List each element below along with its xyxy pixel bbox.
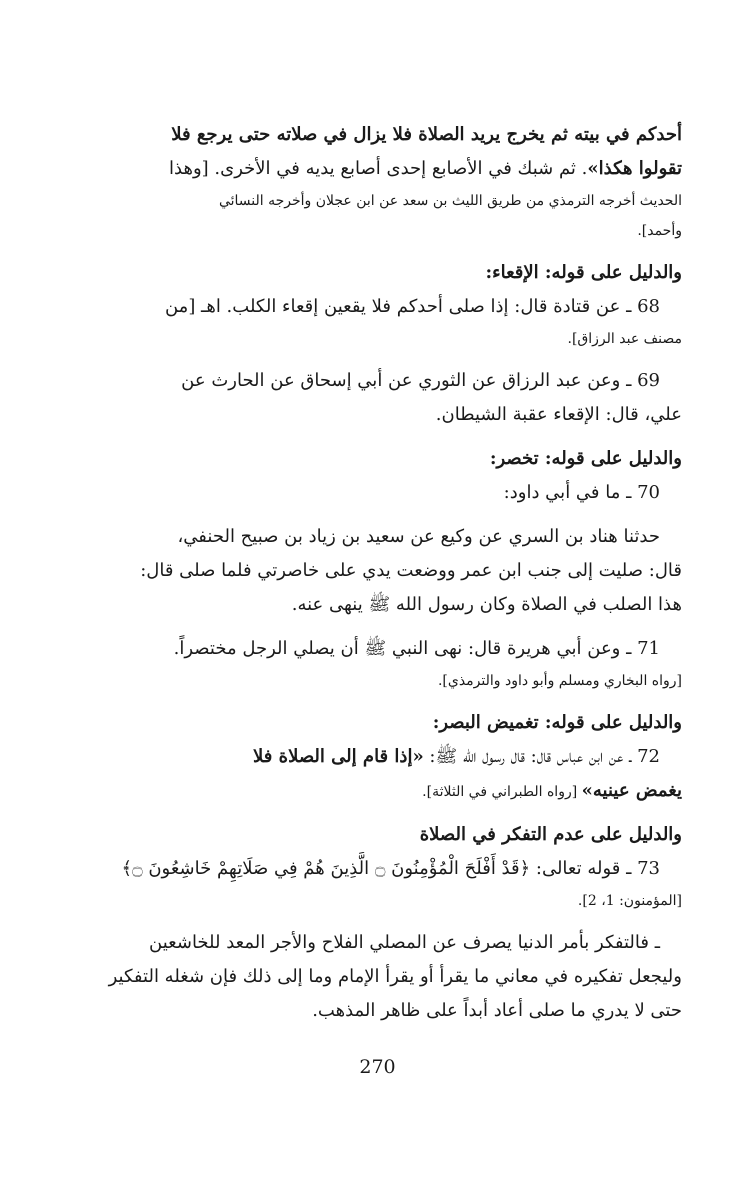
page-body: [74, 118, 682, 1178]
section-heading-tafakkur: والدليل على عدم التفكر في الصلاة: [419, 824, 682, 845]
paragraph-70: [74, 476, 682, 622]
bold-quote: تقولوا هكذا»: [587, 158, 682, 179]
paragraph-73: [74, 852, 682, 916]
text-line: قال: صليت إلى جنب ابن عمر ووضعت يدي على خاصرتي فلما صلى قال:: [140, 560, 682, 581]
text-line: 70 ـ ما في أبي داود:: [503, 482, 660, 503]
spacer: [74, 510, 682, 520]
spacer: [74, 246, 682, 256]
spacer: [74, 432, 682, 442]
section-heading-iqaa: والدليل على قوله: الإقعاء:: [485, 262, 682, 283]
quran-verse-line: 73 ـ قوله تعالى: ﴿قَدْ أَفْلَحَ الْمُؤْمِنُونَ ۝ الَّذِينَ هُمْ فِي صَلَاتِهِمْ خَاشِعُونَ ۝﴾: [121, 858, 660, 879]
paragraph-69: [74, 364, 682, 432]
text-line: حدثنا هناد بن السري عن وكيع عن سعيد بن زياد بن صبيح الحنفي،: [177, 526, 660, 547]
citation-line: وأحمد].: [637, 223, 682, 239]
spacer: [74, 696, 682, 706]
text-span: . ثم شبك في الأصابع إحدى أصابع يديه في الأخرى. [وهذا: [169, 158, 588, 179]
section-heading-taghmid: والدليل على قوله: تغميض البصر:: [432, 712, 682, 733]
page-number: 270: [359, 1056, 396, 1078]
paragraph-72: [74, 740, 682, 808]
spacer: [74, 808, 682, 818]
text-line: 68 ـ عن قتادة قال: إذا صلى أحدكم فلا يقعين إقعاء الكلب. اهـ [من: [164, 296, 660, 317]
paragraph-74: [74, 926, 682, 1028]
section-heading-takhassur: والدليل على قوله: تخصر:: [489, 448, 682, 469]
bold-quote: يغمض عينيه»: [581, 780, 682, 801]
text-line: [74, 774, 682, 808]
spacer: [74, 622, 682, 632]
citation-line: [المؤمنون: 1، 2].: [577, 893, 682, 909]
bold-quote: «إذا قام إلى الصلاة فلا: [253, 746, 424, 767]
paragraph-71: [74, 632, 682, 696]
citation-line: الحديث أخرجه الترمذي من طريق الليث بن سعد عن ابن عجلان وأخرجه النسائي: [218, 193, 682, 209]
text-line: ـ فالتفكر بأمر الدنيا يصرف عن المصلي الفلاح والأجر المعد للخاشعين: [149, 932, 660, 953]
citation-line: [رواه البخاري ومسلم وأبو داود والترمذي].: [437, 673, 682, 689]
spacer: [74, 916, 682, 926]
text-line: علي، قال: الإقعاء عقبة الشيطان.: [435, 404, 682, 425]
citation-span: [رواه الطبراني في الثلاثة].: [422, 784, 582, 800]
citation-line: مصنف عبد الرزاق].: [567, 331, 682, 347]
paragraph-68: [74, 290, 682, 354]
text-span: 72 ـ عن ابن عباس قال: قال رسول الله ﷺ:: [423, 746, 660, 767]
text-line: [74, 740, 682, 774]
text-line: 71 ـ وعن أبي هريرة قال: نهى النبي ﷺ أن يصلي الرجل مختصراً.: [173, 638, 660, 659]
text-line: أحدكم في بيته ثم يخرج يريد الصلاة فلا يزال في صلاته حتى يرجع فلا: [171, 124, 682, 145]
text-line: 69 ـ وعن عبد الرزاق عن الثوري عن أبي إسحاق عن الحارث عن: [181, 370, 660, 391]
text-line: هذا الصلب في الصلاة وكان رسول الله ﷺ ينهى عنه.: [291, 594, 682, 615]
text-line: حتى لا يدري ما صلى أعاد أبداً على ظاهر المذهب.: [312, 1000, 682, 1021]
text-line: وليجعل تفكيره في معاني ما يقرأ أو يقرأ الإمام وما إلى ذلك فإن شغله التفكير: [108, 966, 682, 987]
paragraph-hadith-continuation: [74, 118, 682, 246]
spacer: [74, 354, 682, 364]
text-line: [74, 152, 682, 186]
